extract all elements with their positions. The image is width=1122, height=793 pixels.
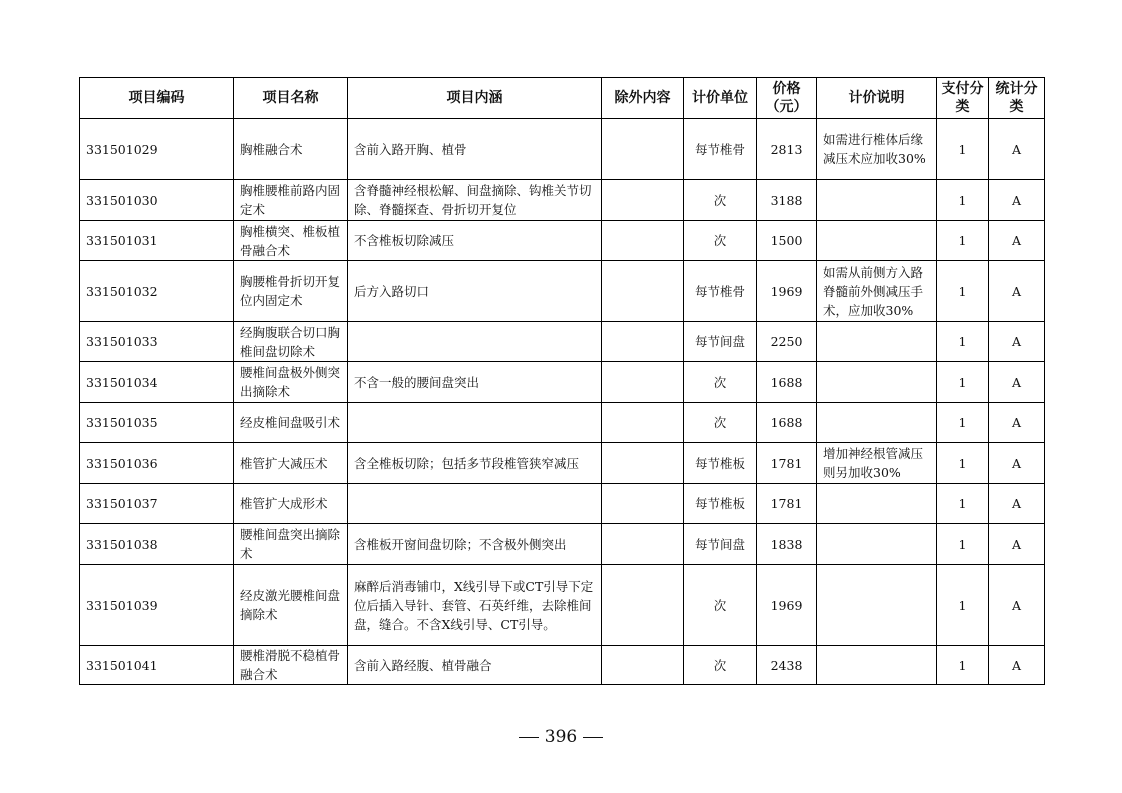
table-header-row bbox=[80, 78, 1045, 119]
cell-note bbox=[817, 221, 937, 261]
cell-price: 1781 bbox=[757, 484, 817, 524]
cell-code: 331501030 bbox=[80, 180, 234, 221]
cell-unit: 次 bbox=[684, 646, 757, 685]
cell-note bbox=[817, 484, 937, 524]
cell-note bbox=[817, 646, 937, 685]
cell-unit: 每节间盘 bbox=[684, 524, 757, 565]
cell-pay: 1 bbox=[937, 565, 989, 646]
cell-name: 胸腰椎骨折切开复位内固定术 bbox=[234, 261, 348, 322]
cell-unit: 次 bbox=[684, 565, 757, 646]
cell-name: 腰椎间盘突出摘除术 bbox=[234, 524, 348, 565]
cell-note: 如需从前侧方入路脊髓前外侧减压手术，应加收30% bbox=[817, 261, 937, 322]
cell-content: 含脊髓神经根松解、间盘摘除、钩椎关节切除、脊髓探查、骨折切开复位 bbox=[348, 180, 602, 221]
cell-pay: 1 bbox=[937, 322, 989, 362]
table-row bbox=[80, 221, 1045, 261]
cell-unit: 次 bbox=[684, 221, 757, 261]
cell-excluded bbox=[602, 362, 684, 403]
cell-note bbox=[817, 362, 937, 403]
table-row bbox=[80, 261, 1045, 322]
cell-excluded bbox=[602, 119, 684, 180]
cell-pay: 1 bbox=[937, 119, 989, 180]
cell-unit: 次 bbox=[684, 403, 757, 443]
cell-code: 331501033 bbox=[80, 322, 234, 362]
header-pay: 支付分类 bbox=[937, 78, 989, 119]
cell-price: 2813 bbox=[757, 119, 817, 180]
table-row bbox=[80, 565, 1045, 646]
table-row bbox=[80, 119, 1045, 180]
cell-content: 含前入路开胸、植骨 bbox=[348, 119, 602, 180]
cell-code: 331501039 bbox=[80, 565, 234, 646]
header-price: 价格（元） bbox=[757, 78, 817, 119]
cell-unit: 次 bbox=[684, 180, 757, 221]
cell-content: 含椎板开窗间盘切除；不含极外侧突出 bbox=[348, 524, 602, 565]
cell-price: 1969 bbox=[757, 261, 817, 322]
cell-pay: 1 bbox=[937, 180, 989, 221]
table-row bbox=[80, 322, 1045, 362]
cell-price: 1500 bbox=[757, 221, 817, 261]
cell-price: 1688 bbox=[757, 403, 817, 443]
cell-stat: A bbox=[989, 403, 1045, 443]
cell-code: 331501031 bbox=[80, 221, 234, 261]
cell-stat: A bbox=[989, 261, 1045, 322]
table-row bbox=[80, 646, 1045, 685]
cell-content: 含前入路经腹、植骨融合 bbox=[348, 646, 602, 685]
cell-code: 331501036 bbox=[80, 443, 234, 484]
cell-pay: 1 bbox=[937, 646, 989, 685]
cell-pay: 1 bbox=[937, 403, 989, 443]
cell-name: 椎管扩大成形术 bbox=[234, 484, 348, 524]
dash-left bbox=[519, 737, 539, 738]
cell-code: 331501035 bbox=[80, 403, 234, 443]
cell-name: 胸椎横突、椎板植骨融合术 bbox=[234, 221, 348, 261]
cell-pay: 1 bbox=[937, 362, 989, 403]
cell-code: 331501032 bbox=[80, 261, 234, 322]
cell-note bbox=[817, 322, 937, 362]
cell-pay: 1 bbox=[937, 443, 989, 484]
cell-name: 经皮椎间盘吸引术 bbox=[234, 403, 348, 443]
cell-price: 3188 bbox=[757, 180, 817, 221]
cell-name: 腰椎间盘极外侧突出摘除术 bbox=[234, 362, 348, 403]
header-note: 计价说明 bbox=[817, 78, 937, 119]
cell-price: 1838 bbox=[757, 524, 817, 565]
cell-unit: 每节椎板 bbox=[684, 484, 757, 524]
dash-right bbox=[583, 737, 603, 738]
header-code: 项目编码 bbox=[80, 78, 234, 119]
cell-excluded bbox=[602, 221, 684, 261]
cell-excluded bbox=[602, 484, 684, 524]
cell-content bbox=[348, 484, 602, 524]
cell-content: 含全椎板切除；包括多节段椎管狭窄减压 bbox=[348, 443, 602, 484]
cell-code: 331501034 bbox=[80, 362, 234, 403]
table-row bbox=[80, 443, 1045, 484]
page-footer bbox=[0, 727, 1122, 747]
cell-name: 经皮激光腰椎间盘摘除术 bbox=[234, 565, 348, 646]
cell-price: 1688 bbox=[757, 362, 817, 403]
cell-stat: A bbox=[989, 524, 1045, 565]
cell-price: 1781 bbox=[757, 443, 817, 484]
cell-name: 椎管扩大减压术 bbox=[234, 443, 348, 484]
cell-note bbox=[817, 180, 937, 221]
cell-content bbox=[348, 403, 602, 443]
cell-code: 331501029 bbox=[80, 119, 234, 180]
cell-code: 331501037 bbox=[80, 484, 234, 524]
cell-excluded bbox=[602, 322, 684, 362]
fee-table-sheet bbox=[79, 77, 1044, 685]
cell-name: 经胸腹联合切口胸椎间盘切除术 bbox=[234, 322, 348, 362]
header-excluded: 除外内容 bbox=[602, 78, 684, 119]
cell-name: 胸椎腰椎前路内固定术 bbox=[234, 180, 348, 221]
fee-table bbox=[79, 77, 1045, 685]
cell-stat: A bbox=[989, 484, 1045, 524]
cell-note: 如需进行椎体后缘减压术应加收30% bbox=[817, 119, 937, 180]
cell-excluded bbox=[602, 443, 684, 484]
cell-price: 2250 bbox=[757, 322, 817, 362]
cell-price: 1969 bbox=[757, 565, 817, 646]
cell-pay: 1 bbox=[937, 221, 989, 261]
cell-stat: A bbox=[989, 221, 1045, 261]
page-number: 396 bbox=[544, 727, 578, 747]
cell-stat: A bbox=[989, 119, 1045, 180]
cell-unit: 每节椎板 bbox=[684, 443, 757, 484]
cell-excluded bbox=[602, 646, 684, 685]
cell-price: 2438 bbox=[757, 646, 817, 685]
cell-stat: A bbox=[989, 322, 1045, 362]
table-row bbox=[80, 403, 1045, 443]
cell-note bbox=[817, 524, 937, 565]
cell-note bbox=[817, 565, 937, 646]
cell-code: 331501038 bbox=[80, 524, 234, 565]
cell-unit: 次 bbox=[684, 362, 757, 403]
cell-content: 后方入路切口 bbox=[348, 261, 602, 322]
cell-stat: A bbox=[989, 646, 1045, 685]
cell-excluded bbox=[602, 261, 684, 322]
header-unit: 计价单位 bbox=[684, 78, 757, 119]
cell-excluded bbox=[602, 524, 684, 565]
cell-code: 331501041 bbox=[80, 646, 234, 685]
cell-pay: 1 bbox=[937, 484, 989, 524]
cell-note: 增加神经根管减压则另加收30% bbox=[817, 443, 937, 484]
cell-name: 胸椎融合术 bbox=[234, 119, 348, 180]
cell-stat: A bbox=[989, 443, 1045, 484]
cell-excluded bbox=[602, 565, 684, 646]
cell-pay: 1 bbox=[937, 261, 989, 322]
cell-note bbox=[817, 403, 937, 443]
cell-content: 不含一般的腰间盘突出 bbox=[348, 362, 602, 403]
cell-stat: A bbox=[989, 180, 1045, 221]
header-stat: 统计分类 bbox=[989, 78, 1045, 119]
cell-content: 不含椎板切除减压 bbox=[348, 221, 602, 261]
table-row bbox=[80, 362, 1045, 403]
cell-content: 麻醉后消毒铺巾，X线引导下或CT引导下定位后插入导针、套管、石英纤维，去除椎间盘，缝合。不含X线引导、CT引导。 bbox=[348, 565, 602, 646]
header-name: 项目名称 bbox=[234, 78, 348, 119]
cell-unit: 每节椎骨 bbox=[684, 261, 757, 322]
cell-pay: 1 bbox=[937, 524, 989, 565]
header-content: 项目内涵 bbox=[348, 78, 602, 119]
table-row bbox=[80, 524, 1045, 565]
cell-name: 腰椎滑脱不稳植骨融合术 bbox=[234, 646, 348, 685]
cell-content bbox=[348, 322, 602, 362]
cell-stat: A bbox=[989, 565, 1045, 646]
cell-unit: 每节间盘 bbox=[684, 322, 757, 362]
table-row bbox=[80, 484, 1045, 524]
cell-excluded bbox=[602, 403, 684, 443]
table-row bbox=[80, 180, 1045, 221]
cell-excluded bbox=[602, 180, 684, 221]
cell-stat: A bbox=[989, 362, 1045, 403]
cell-unit: 每节椎骨 bbox=[684, 119, 757, 180]
